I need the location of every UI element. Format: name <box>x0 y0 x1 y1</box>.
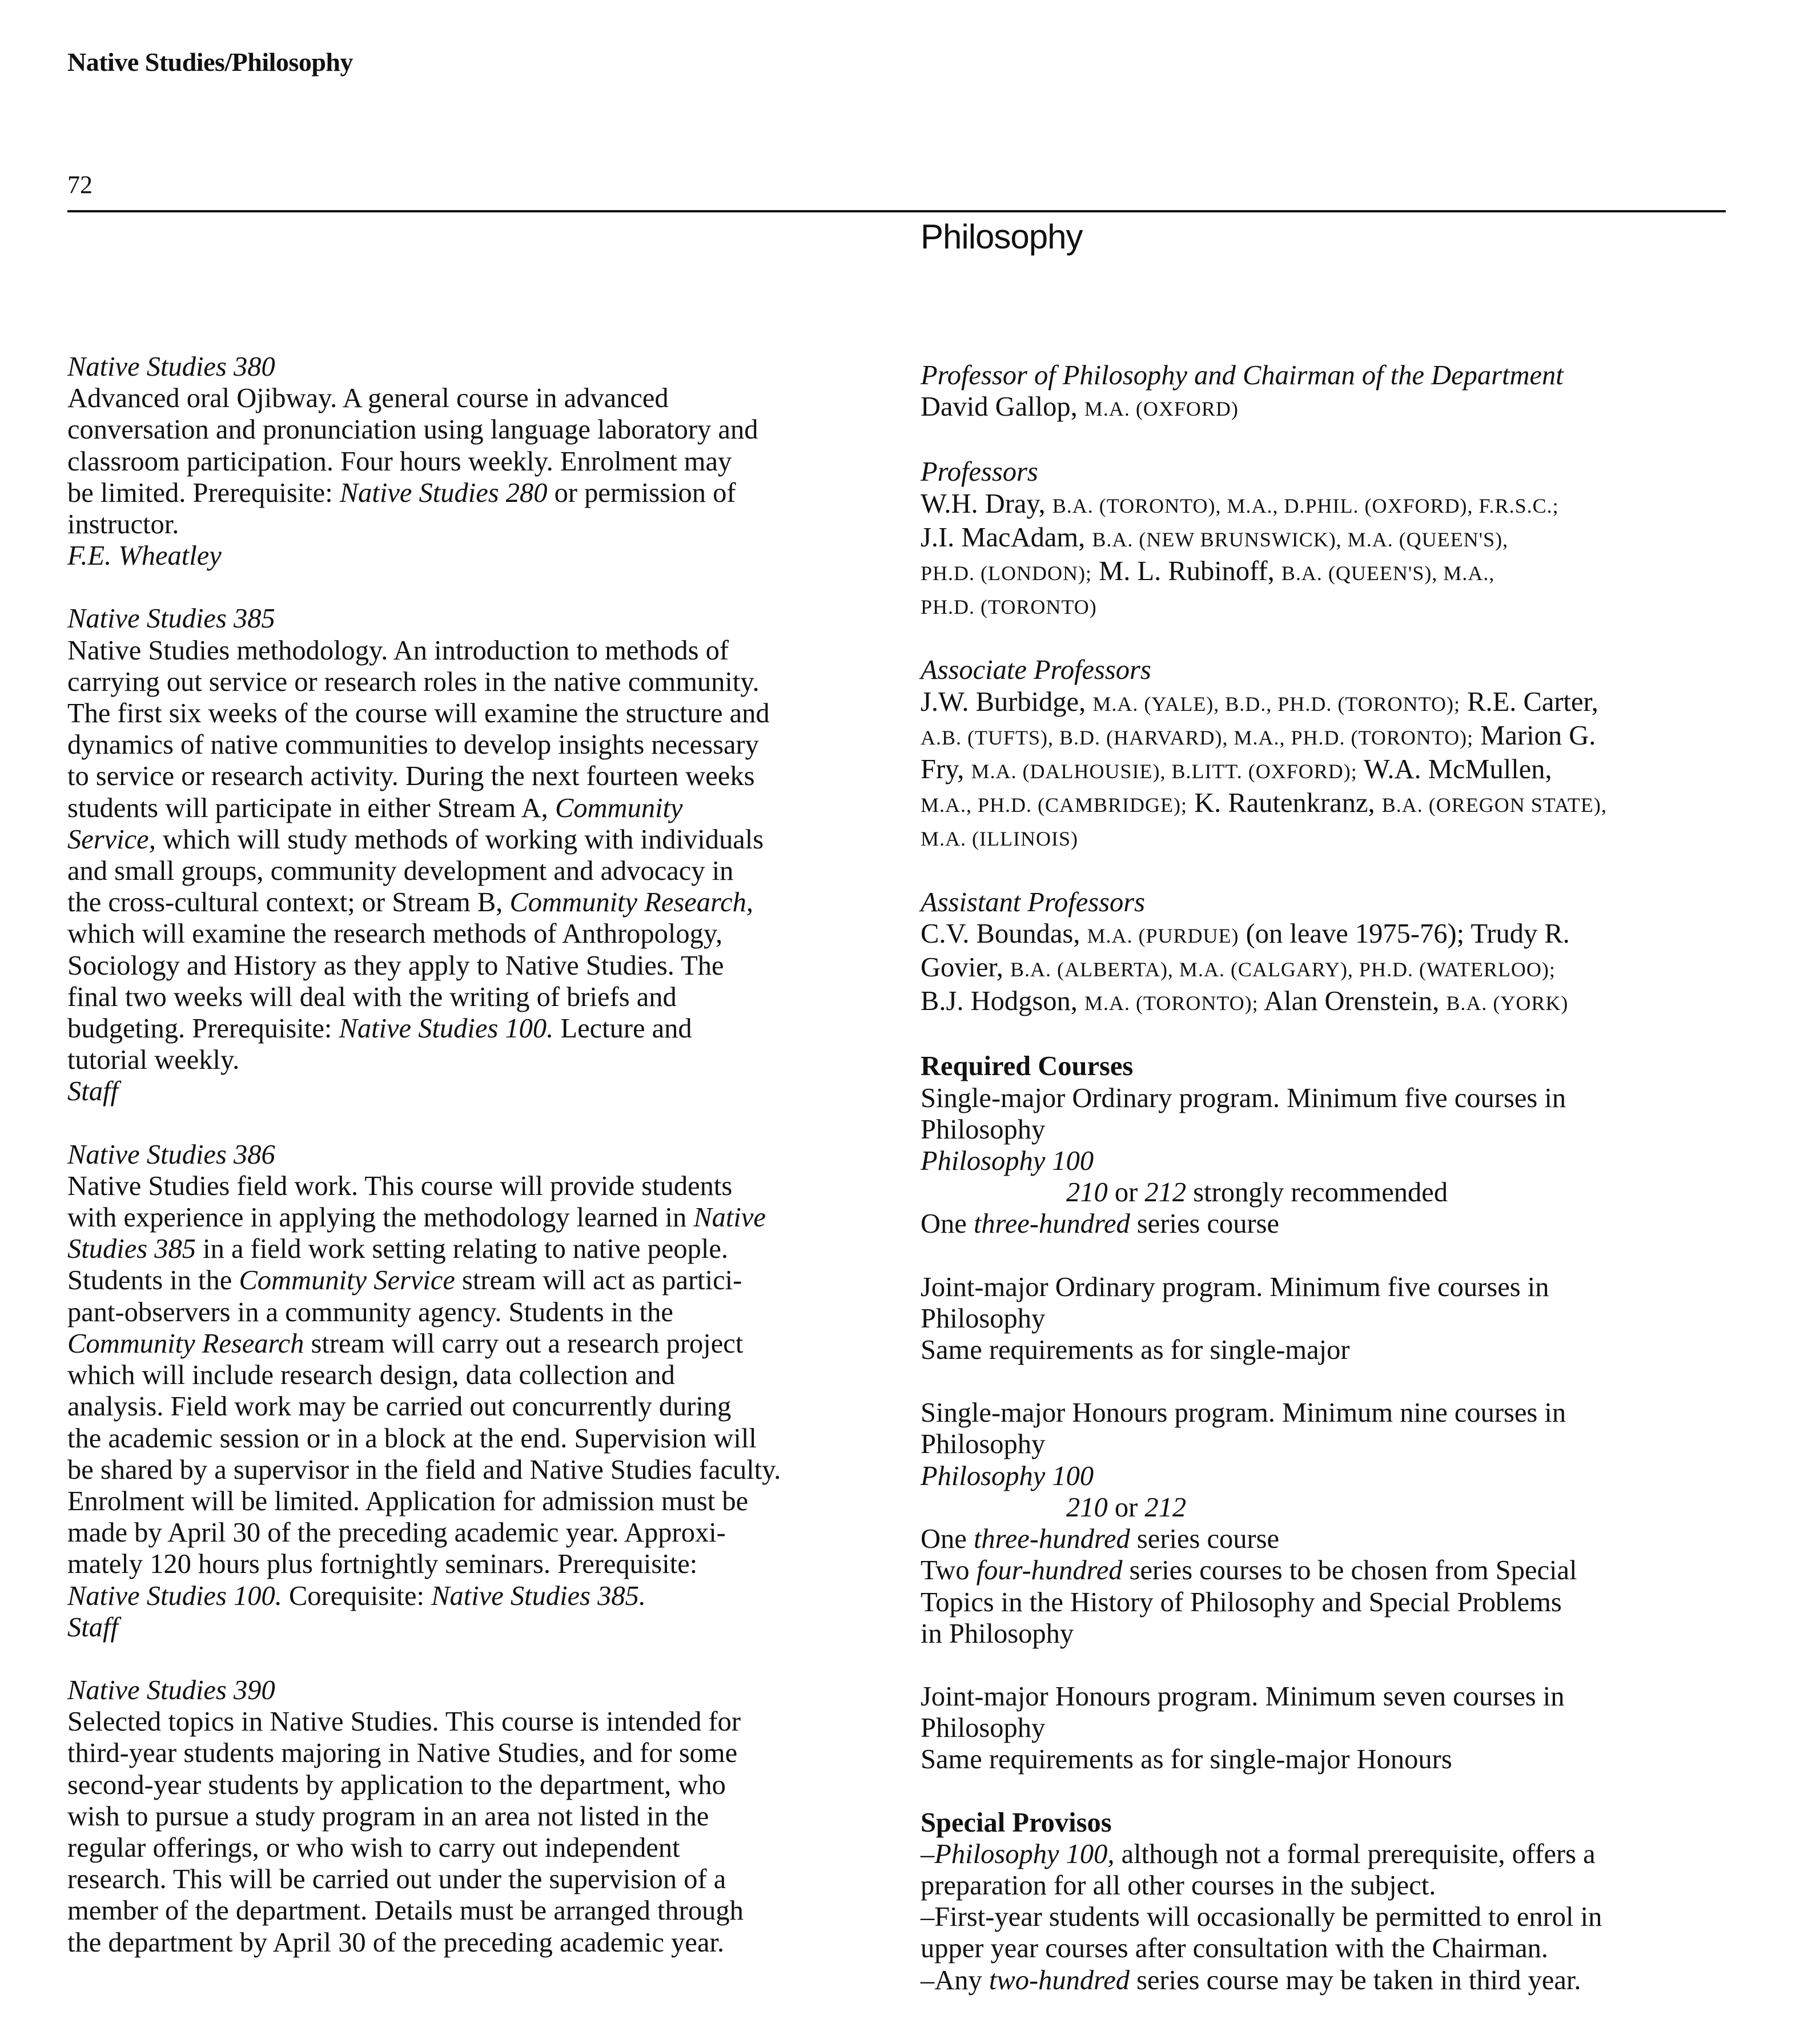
text-line: Single-major Ordinary program. Minimum five courses in <box>921 1083 1566 1113</box>
course-instructor: Staff <box>67 1612 118 1643</box>
course-entry <box>67 1139 890 1643</box>
text-line: W.H. Dray, B.A. (TORONTO), M.A., D.PHIL. (OXFORD), F.R.S.C.; <box>921 488 1559 519</box>
italic-run: Native Studies 280 <box>339 477 548 508</box>
text-line: Topics in the History of Philosophy and Special Problems <box>921 1587 1562 1618</box>
text-line: which will examine the research methods of Anthropology, <box>67 919 723 949</box>
text-line: to service or research activity. During the next fourteen weeks <box>67 761 755 792</box>
text-line: classroom participation. Four hours weekly. Enrolment may <box>67 446 732 477</box>
running-header: Native Studies/Philosophy <box>67 47 353 77</box>
italic-run: Philosophy 100 <box>921 1146 1094 1177</box>
text-line: Joint-major Ordinary program. Minimum five courses in <box>921 1272 1549 1302</box>
text-line: regular offerings, or who wish to carry out independent <box>67 1832 680 1863</box>
required-courses-heading: Required Courses <box>921 1051 1134 1082</box>
faculty-group <box>921 654 1743 855</box>
degree-text: B.A. (OREGON STATE), <box>1381 794 1607 817</box>
text-line: with experience in applying the methodology learned in Native <box>67 1202 766 1233</box>
program-requirements <box>921 1681 1743 1776</box>
faculty-heading: Assistant Professors <box>921 887 1145 918</box>
italic-run: 210 <box>1066 1492 1108 1523</box>
text-line: 210 or 212 <box>1066 1492 1187 1523</box>
text-line: Philosophy <box>921 1429 1046 1460</box>
italic-run: Native <box>693 1202 766 1233</box>
text-line: Philosophy <box>921 1303 1046 1334</box>
text-line: dynamics of native communities to develop insights necessary <box>67 730 759 761</box>
italic-run: Service, <box>67 824 156 855</box>
program-requirements <box>921 1083 1743 1240</box>
text-line: The first six weeks of the course will examine the structure and <box>67 698 770 729</box>
text-line: One three-hundred series course <box>921 1209 1280 1240</box>
text-line: be shared by a supervisor in the field and Native Studies faculty. <box>67 1454 781 1485</box>
text-line: Service, which will study methods of working with individuals <box>67 824 764 855</box>
italic-run: two-hundred <box>989 1965 1130 1995</box>
text-line: wish to pursue a study program in an area not listed in the <box>67 1801 709 1832</box>
course-title: Native Studies 380 <box>67 352 275 382</box>
text-line: Fry, M.A. (DALHOUSIE), B.LITT. (OXFORD); W.A. McMullen, <box>921 754 1552 785</box>
degree-text: M.A. (PURDUE) <box>1087 924 1239 947</box>
right-column <box>921 360 1743 2027</box>
text-line: J.I. MacAdam, B.A. (NEW BRUNSWICK), M.A. (QUEEN'S), <box>921 522 1509 553</box>
spacer <box>921 1649 1743 1681</box>
text-line: M.A., PH.D. (CAMBRIDGE); K. Rautenkranz, B.A. (OREGON STATE), <box>921 788 1607 819</box>
text-line: the department by April 30 of the preceding academic year. <box>67 1927 725 1958</box>
course-title: Native Studies 390 <box>67 1675 275 1705</box>
degree-text: M.A. (OXFORD) <box>1084 397 1239 421</box>
text-line: Enrolment will be limited. Application for admission must be <box>67 1486 749 1516</box>
course-title: Native Studies 386 <box>67 1139 275 1170</box>
text-line: Single-major Honours program. Minimum nine courses in <box>921 1398 1566 1429</box>
faculty-heading: Professors <box>921 457 1038 488</box>
course-instructor: Staff <box>67 1076 118 1107</box>
text-line: J.W. Burbidge, M.A. (YALE), B.D., PH.D. (TORONTO); R.E. Carter, <box>921 686 1598 717</box>
text-line: –Philosophy 100, although not a formal prerequisite, offers a <box>921 1838 1596 1869</box>
text-line: –First-year students will occasionally be permitted to enrol in <box>921 1902 1602 1933</box>
text-line: C.V. Boundas, M.A. (PURDUE) (on leave 1975-76); Trudy R. <box>921 918 1570 949</box>
text-line: Same requirements as for single-major Honours <box>921 1744 1452 1775</box>
italic-run: Community <box>555 792 683 823</box>
degree-text: M.A. (TORONTO); <box>1084 992 1259 1015</box>
faculty-heading: Professor of Philosophy and Chairman of the Department <box>921 360 1564 391</box>
special-provisos-heading: Special Provisos <box>921 1807 1112 1838</box>
text-line: Native Studies field work. This course will provide students <box>67 1170 733 1201</box>
text-line: final two weeks will deal with the writing of briefs and <box>67 981 677 1012</box>
text-line: upper year courses after consultation with the Chairman. <box>921 1933 1548 1964</box>
text-line: A.B. (TUFTS), B.D. (HARVARD), M.A., PH.D. (TORONTO); Marion G. <box>921 720 1596 751</box>
italic-run: 212 <box>1144 1177 1187 1208</box>
italic-run: Philosophy 100, <box>934 1838 1115 1869</box>
text-line: Advanced oral Ojibway. A general course in advanced <box>67 383 669 414</box>
text-line: PH.D. (LONDON); M. L. Rubinoff, B.A. (QUEEN'S), M.A., <box>921 556 1495 587</box>
degree-text: B.A. (NEW BRUNSWICK), M.A. (QUEEN'S), <box>1092 528 1509 551</box>
italic-run: Community Research <box>67 1328 304 1359</box>
degree-text: M.A. (ILLINOIS) <box>921 827 1078 851</box>
degree-text: M.A., PH.D. (CAMBRIDGE); <box>921 794 1188 817</box>
text-line: research. This will be carried out under the supervision of a <box>67 1864 726 1895</box>
italic-run: 212 <box>1144 1492 1187 1523</box>
italic-run: Native Studies 100. <box>67 1580 282 1611</box>
faculty-heading: Associate Professors <box>921 655 1151 686</box>
degree-text: B.A. (ALBERTA), M.A. (CALGARY), PH.D. (WATERLOO); <box>1010 958 1556 981</box>
degree-text: PH.D. (LONDON); <box>921 562 1092 585</box>
degree-text: B.A. (TORONTO), M.A., D.PHIL. (OXFORD), F.R.S.C.; <box>1052 494 1559 517</box>
italic-run: Native Studies 385. <box>431 1580 646 1611</box>
program-requirements <box>921 1397 1743 1649</box>
course-entry <box>67 603 890 1107</box>
text-line: pant-observers in a community agency. Students in the <box>67 1297 673 1327</box>
degree-text: PH.D. (TORONTO) <box>921 596 1097 619</box>
text-line: analysis. Field work may be carried out concurrently during <box>67 1391 732 1422</box>
degree-text: M.A. (DALHOUSIE), B.LITT. (OXFORD); <box>971 760 1357 783</box>
course-entry <box>67 351 890 572</box>
text-line: instructor. <box>67 509 179 540</box>
text-line: One three-hundred series course <box>921 1524 1280 1555</box>
italic-run: three-hundred <box>973 1524 1130 1555</box>
text-line: Students in the Community Service stream will act as partici- <box>67 1265 742 1296</box>
text-line: be limited. Prerequisite: Native Studies 280 or permission of <box>67 477 736 508</box>
text-line: mately 120 hours plus fortnightly seminars. Prerequisite: <box>67 1549 698 1580</box>
text-line: –Any two-hundred series course may be taken in third year. <box>921 1965 1581 1995</box>
italic-run: Native Studies 100. <box>339 1013 554 1044</box>
faculty-group <box>921 360 1743 425</box>
text-line: Two four-hundred series courses to be chosen from Special <box>921 1555 1577 1586</box>
text-line: Studies 385 in a field work setting relating to native people. <box>67 1234 728 1265</box>
course-title: Native Studies 385 <box>67 603 275 634</box>
italic-run: Studies 385 <box>67 1234 196 1265</box>
text-line: students will participate in either Stream A, Community <box>67 792 683 823</box>
spacer <box>921 1240 1743 1272</box>
special-provisos <box>921 1807 1743 1996</box>
italic-run: four-hundred <box>976 1555 1123 1586</box>
course-instructor: F.E. Wheatley <box>67 541 222 572</box>
page-number: 72 <box>67 171 93 199</box>
text-line: Selected topics in Native Studies. This course is intended for <box>67 1707 741 1737</box>
header-rule <box>67 210 1726 212</box>
degree-text: M.A. (YALE), B.D., PH.D. (TORONTO); <box>1092 692 1460 715</box>
text-line: member of the department. Details must be arranged through <box>67 1896 744 1926</box>
text-line: David Gallop, M.A. (OXFORD) <box>921 392 1239 423</box>
text-line <box>921 589 1743 623</box>
text-line: the cross-cultural context; or Stream B, Community Research, <box>67 887 753 918</box>
left-column <box>67 351 890 1990</box>
spacer <box>921 1366 1743 1397</box>
italic-run: Philosophy 100 <box>921 1460 1094 1491</box>
text-line: B.J. Hodgson, M.A. (TORONTO); Alan Orenstein, B.A. (YORK) <box>921 986 1569 1017</box>
degree-text: B.A. (QUEEN'S), M.A., <box>1281 562 1495 585</box>
text-line: the academic session or in a block at the end. Supervision will <box>67 1423 757 1454</box>
text-line: second-year students by application to the department, who <box>67 1769 726 1800</box>
text-line: Community Research stream will carry out a research project <box>67 1328 744 1359</box>
text-line: preparation for all other courses in the subject. <box>921 1870 1436 1901</box>
program-requirements <box>921 1272 1743 1366</box>
text-line: budgeting. Prerequisite: Native Studies 100. Lecture and <box>67 1013 692 1044</box>
italic-run: Community Research, <box>509 887 753 918</box>
text-line: made by April 30 of the preceding academic year. Approxi- <box>67 1518 726 1548</box>
text-line: third-year students majoring in Native Studies, and for some <box>67 1738 738 1769</box>
required-courses <box>921 1051 1743 1775</box>
text-line <box>921 1145 1743 1177</box>
text-line: Native Studies 100. Corequisite: Native Studies 385. <box>67 1580 646 1611</box>
text-line: Govier, B.A. (ALBERTA), M.A. (CALGARY), PH.D. (WATERLOO); <box>921 952 1556 983</box>
italic-run: three-hundred <box>973 1209 1130 1240</box>
text-line: 210 or 212 strongly recommended <box>1066 1177 1448 1208</box>
degree-text: B.A. (YORK) <box>1446 992 1569 1015</box>
faculty-group <box>921 887 1743 1020</box>
text-line <box>921 821 1743 855</box>
text-line: Philosophy <box>921 1713 1046 1744</box>
course-entry <box>67 1675 890 1958</box>
text-line: carrying out service or research roles in the native community. <box>67 666 760 697</box>
text-line: Same requirements as for single-major <box>921 1335 1350 1366</box>
text-line: and small groups, community development and advocacy in <box>67 856 734 887</box>
italic-run: 210 <box>1066 1177 1108 1208</box>
text-line: Joint-major Honours program. Minimum seven courses in <box>921 1681 1565 1712</box>
section-title: Philosophy <box>921 218 1083 256</box>
text-line: tutorial weekly. <box>67 1045 240 1076</box>
text-line: conversation and pronunciation using language laboratory and <box>67 415 758 445</box>
text-line: Sociology and History as they apply to Native Studies. The <box>67 950 724 981</box>
text-line: Native Studies methodology. An introduction to methods of <box>67 635 729 666</box>
italic-run: Community Service <box>239 1265 455 1296</box>
text-line: in Philosophy <box>921 1618 1074 1649</box>
faculty-group <box>921 456 1743 623</box>
degree-text: A.B. (TUFTS), B.D. (HARVARD), M.A., PH.D. (TORONTO); <box>921 726 1474 749</box>
text-line: which will include research design, data collection and <box>67 1360 675 1391</box>
text-line: Philosophy <box>921 1114 1046 1145</box>
text-line <box>921 1460 1743 1492</box>
